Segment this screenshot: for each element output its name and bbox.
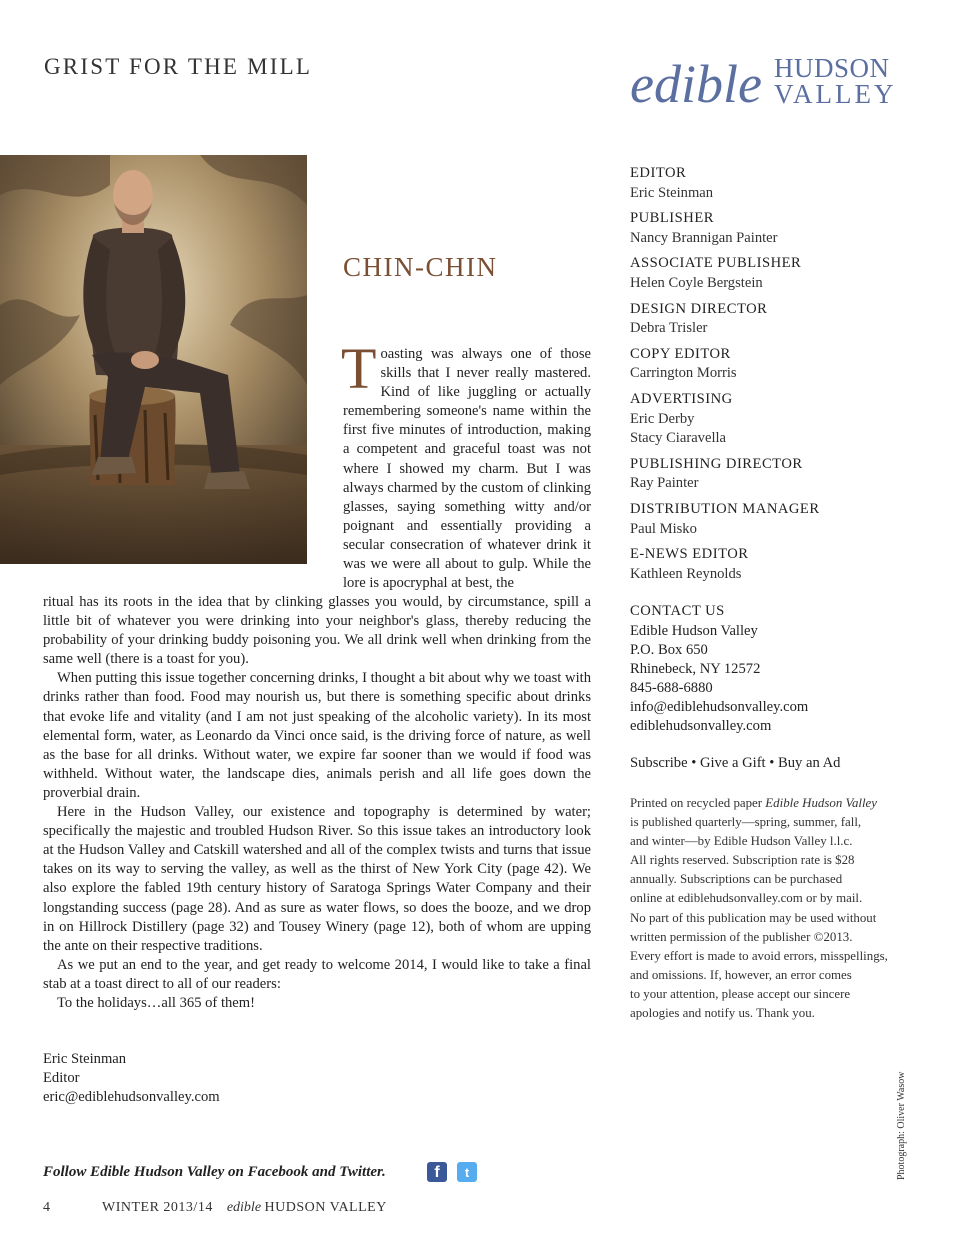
masthead-role: ADVERTISING — [630, 390, 733, 407]
footer-hudson-valley: HUDSON VALLEY — [264, 1200, 387, 1215]
masthead-entry — [630, 545, 930, 584]
contact-phone: 845-688-6880 — [630, 679, 713, 696]
masthead-role: PUBLISHING DIRECTOR — [630, 455, 803, 472]
logo-edible-text: edible — [630, 54, 762, 114]
article-paragraph: As we put an end to the year, and get ready to welcome 2014, I would like to take a final stab at a toast direct to all of our readers: — [43, 956, 591, 992]
masthead-name: Kathleen Reynolds — [630, 565, 742, 582]
masthead-name: Debra Trisler — [630, 320, 708, 337]
facebook-icon[interactable]: f — [427, 1162, 447, 1182]
article-body-column — [341, 336, 591, 593]
masthead-role: DISTRIBUTION MANAGER — [630, 500, 820, 517]
fineprint-line: written permission of the publisher ©2013. — [630, 929, 853, 944]
masthead-role: PUBLISHER — [630, 210, 714, 227]
masthead-entry — [630, 390, 930, 449]
page-footer — [43, 1200, 387, 1216]
fineprint-line: apologies and notify us. Thank you. — [630, 1006, 815, 1021]
masthead-role: DESIGN DIRECTOR — [630, 300, 768, 317]
drop-cap: T — [341, 336, 377, 401]
article-body-full — [43, 593, 591, 1013]
fineprint-line: Every effort is made to avoid errors, misspellings, — [630, 948, 888, 963]
article-paragraph: oasting was always one of those skills that I never really mastered. Kind of like juggling or actually remembering someone's name within the first five minutes of introduction, making a competent and graceful toast was not where I showed my charm. But I was always charmed by the custom of clinking glasses, saying something witty and/or poignant and essentially providing a secular consecration of whatever drink it was we were all about to gulp. While the lore is apocryphal at best, the — [343, 346, 591, 592]
fineprint-line: annually. Subscriptions can be purchased — [630, 872, 843, 887]
logo-valley-text: VALLEY — [774, 79, 897, 109]
contact-email[interactable]: info@ediblehudsonvalley.com — [630, 698, 809, 715]
signature-title: Editor — [43, 1070, 80, 1087]
contact-heading: CONTACT US — [630, 603, 725, 619]
fineprint-line: to your attention, please accept our sincere — [630, 986, 851, 1001]
masthead-entry — [630, 300, 930, 339]
masthead-name: Nancy Brannigan Painter — [630, 229, 778, 246]
masthead-name: Eric Derby — [630, 410, 695, 427]
photo-credit: Photograph: Oliver Wasow — [896, 1071, 907, 1180]
fineprint-line: online at ediblehudsonvalley.com or by mail. — [630, 891, 863, 906]
article-paragraph: To the holidays…all 365 of them! — [57, 994, 255, 1011]
masthead-name: Helen Coyle Bergstein — [630, 274, 763, 291]
signature-email[interactable]: eric@ediblehudsonvalley.com — [43, 1089, 220, 1106]
social-icons — [427, 1162, 479, 1184]
editor-portrait-photo — [0, 155, 307, 564]
footer-edible: edible — [226, 1200, 262, 1215]
editor-signature — [43, 1050, 220, 1107]
logo-hudson-text: HUDSON — [774, 53, 890, 83]
masthead-entry — [630, 164, 930, 203]
article-title: CHIN-CHIN — [343, 252, 498, 282]
fineprint-line: No part of this publication may be used without — [630, 910, 877, 925]
article-paragraph: When putting this issue together concerning drinks, I thought a bit about why we toast with drinks rather than food. Food may nourish us, but there is something specific about drinks that evoke life and vitality (and I am not just speaking of the alcoholic variety). In its most elemental form, water, as Leonardo da Vinci once said, is the driving force of nature, as well as the base for all drinks. Without water, we expire far sooner than we would if food was withheld. Without water, the landscape dies, animals perish and all life goes down the proverbial drain. — [43, 670, 591, 801]
fineprint-publication-name: Edible Hudson Valley — [765, 796, 877, 810]
masthead-name: Ray Painter — [630, 475, 699, 492]
issue-season: WINTER 2013/14 — [102, 1200, 213, 1215]
contact-website[interactable]: ediblehudsonvalley.com — [630, 717, 772, 734]
page-number: 4 — [43, 1200, 50, 1215]
fineprint-line: and omissions. If, however, an error comes — [630, 967, 852, 982]
masthead-role: ASSOCIATE PUBLISHER — [630, 255, 802, 272]
section-title: GRIST FOR THE MILL — [44, 54, 313, 79]
masthead-role: EDITOR — [630, 165, 687, 181]
masthead-name: Stacy Ciaravella — [630, 430, 727, 447]
masthead-entry — [630, 209, 930, 248]
masthead-role: E-NEWS EDITOR — [630, 546, 749, 563]
signature-name: Eric Steinman — [43, 1051, 127, 1067]
publication-fineprint — [630, 794, 920, 1023]
contact-line: Rhinebeck, NY 12572 — [630, 660, 761, 677]
fineprint-line: All rights reserved. Subscription rate is $28 — [630, 853, 855, 868]
masthead-name: Paul Misko — [630, 520, 697, 537]
article-paragraph: Here in the Hudson Valley, our existence and topography is determined by water; specifically the majestic and troubled Hudson River. So this issue takes an introductory look at the Hudson Valley and Catskill watershed and all of the complex twists and turns that issue takes on its way to serving the valley, as well as the thirst of New York City (page 42). We also explore the fabled 19th century history of Saratoga Springs Water Company and their longstanding success (page 28). And as sure as water flows, so does the booze, and we drop in on Hillrock Distillery (page 32) and Tousey Winery (page 12), both of whom are upping the ante on their respective traditions. — [43, 804, 591, 954]
masthead — [630, 164, 930, 590]
edible-hudson-valley-logo — [628, 52, 900, 116]
masthead-name: Carrington Morris — [630, 365, 737, 382]
fineprint-line — [630, 794, 920, 813]
masthead-name: Eric Steinman — [630, 184, 714, 201]
contact-line: P.O. Box 650 — [630, 641, 708, 658]
fineprint-line: and winter—by Edible Hudson Valley l.l.c. — [630, 834, 853, 849]
masthead-entry — [630, 345, 930, 384]
contact-block — [630, 602, 930, 736]
twitter-icon[interactable]: t — [457, 1162, 477, 1182]
subscribe-line[interactable]: Subscribe • Give a Gift • Buy an Ad — [630, 755, 841, 771]
article-paragraph: ritual has its roots in the idea that by clinking glasses you would, by circumstance, spill a little bit of whatever you were drinking into your neighbor's glass, thereby reducing the probability of your drinking buddy poisoning you. We all drink well when drinking from the same well (there is a toast for you). — [43, 594, 591, 668]
masthead-entry — [630, 254, 930, 293]
fineprint-text: Printed on recycled paper — [630, 796, 766, 810]
masthead-entry — [630, 500, 930, 539]
follow-line: Follow Edible Hudson Valley on Facebook and Twitter. — [43, 1164, 386, 1180]
masthead-entry — [630, 455, 930, 494]
fineprint-line: is published quarterly—spring, summer, fall, — [630, 815, 862, 830]
masthead-role: COPY EDITOR — [630, 345, 731, 362]
contact-line: Edible Hudson Valley — [630, 622, 758, 639]
